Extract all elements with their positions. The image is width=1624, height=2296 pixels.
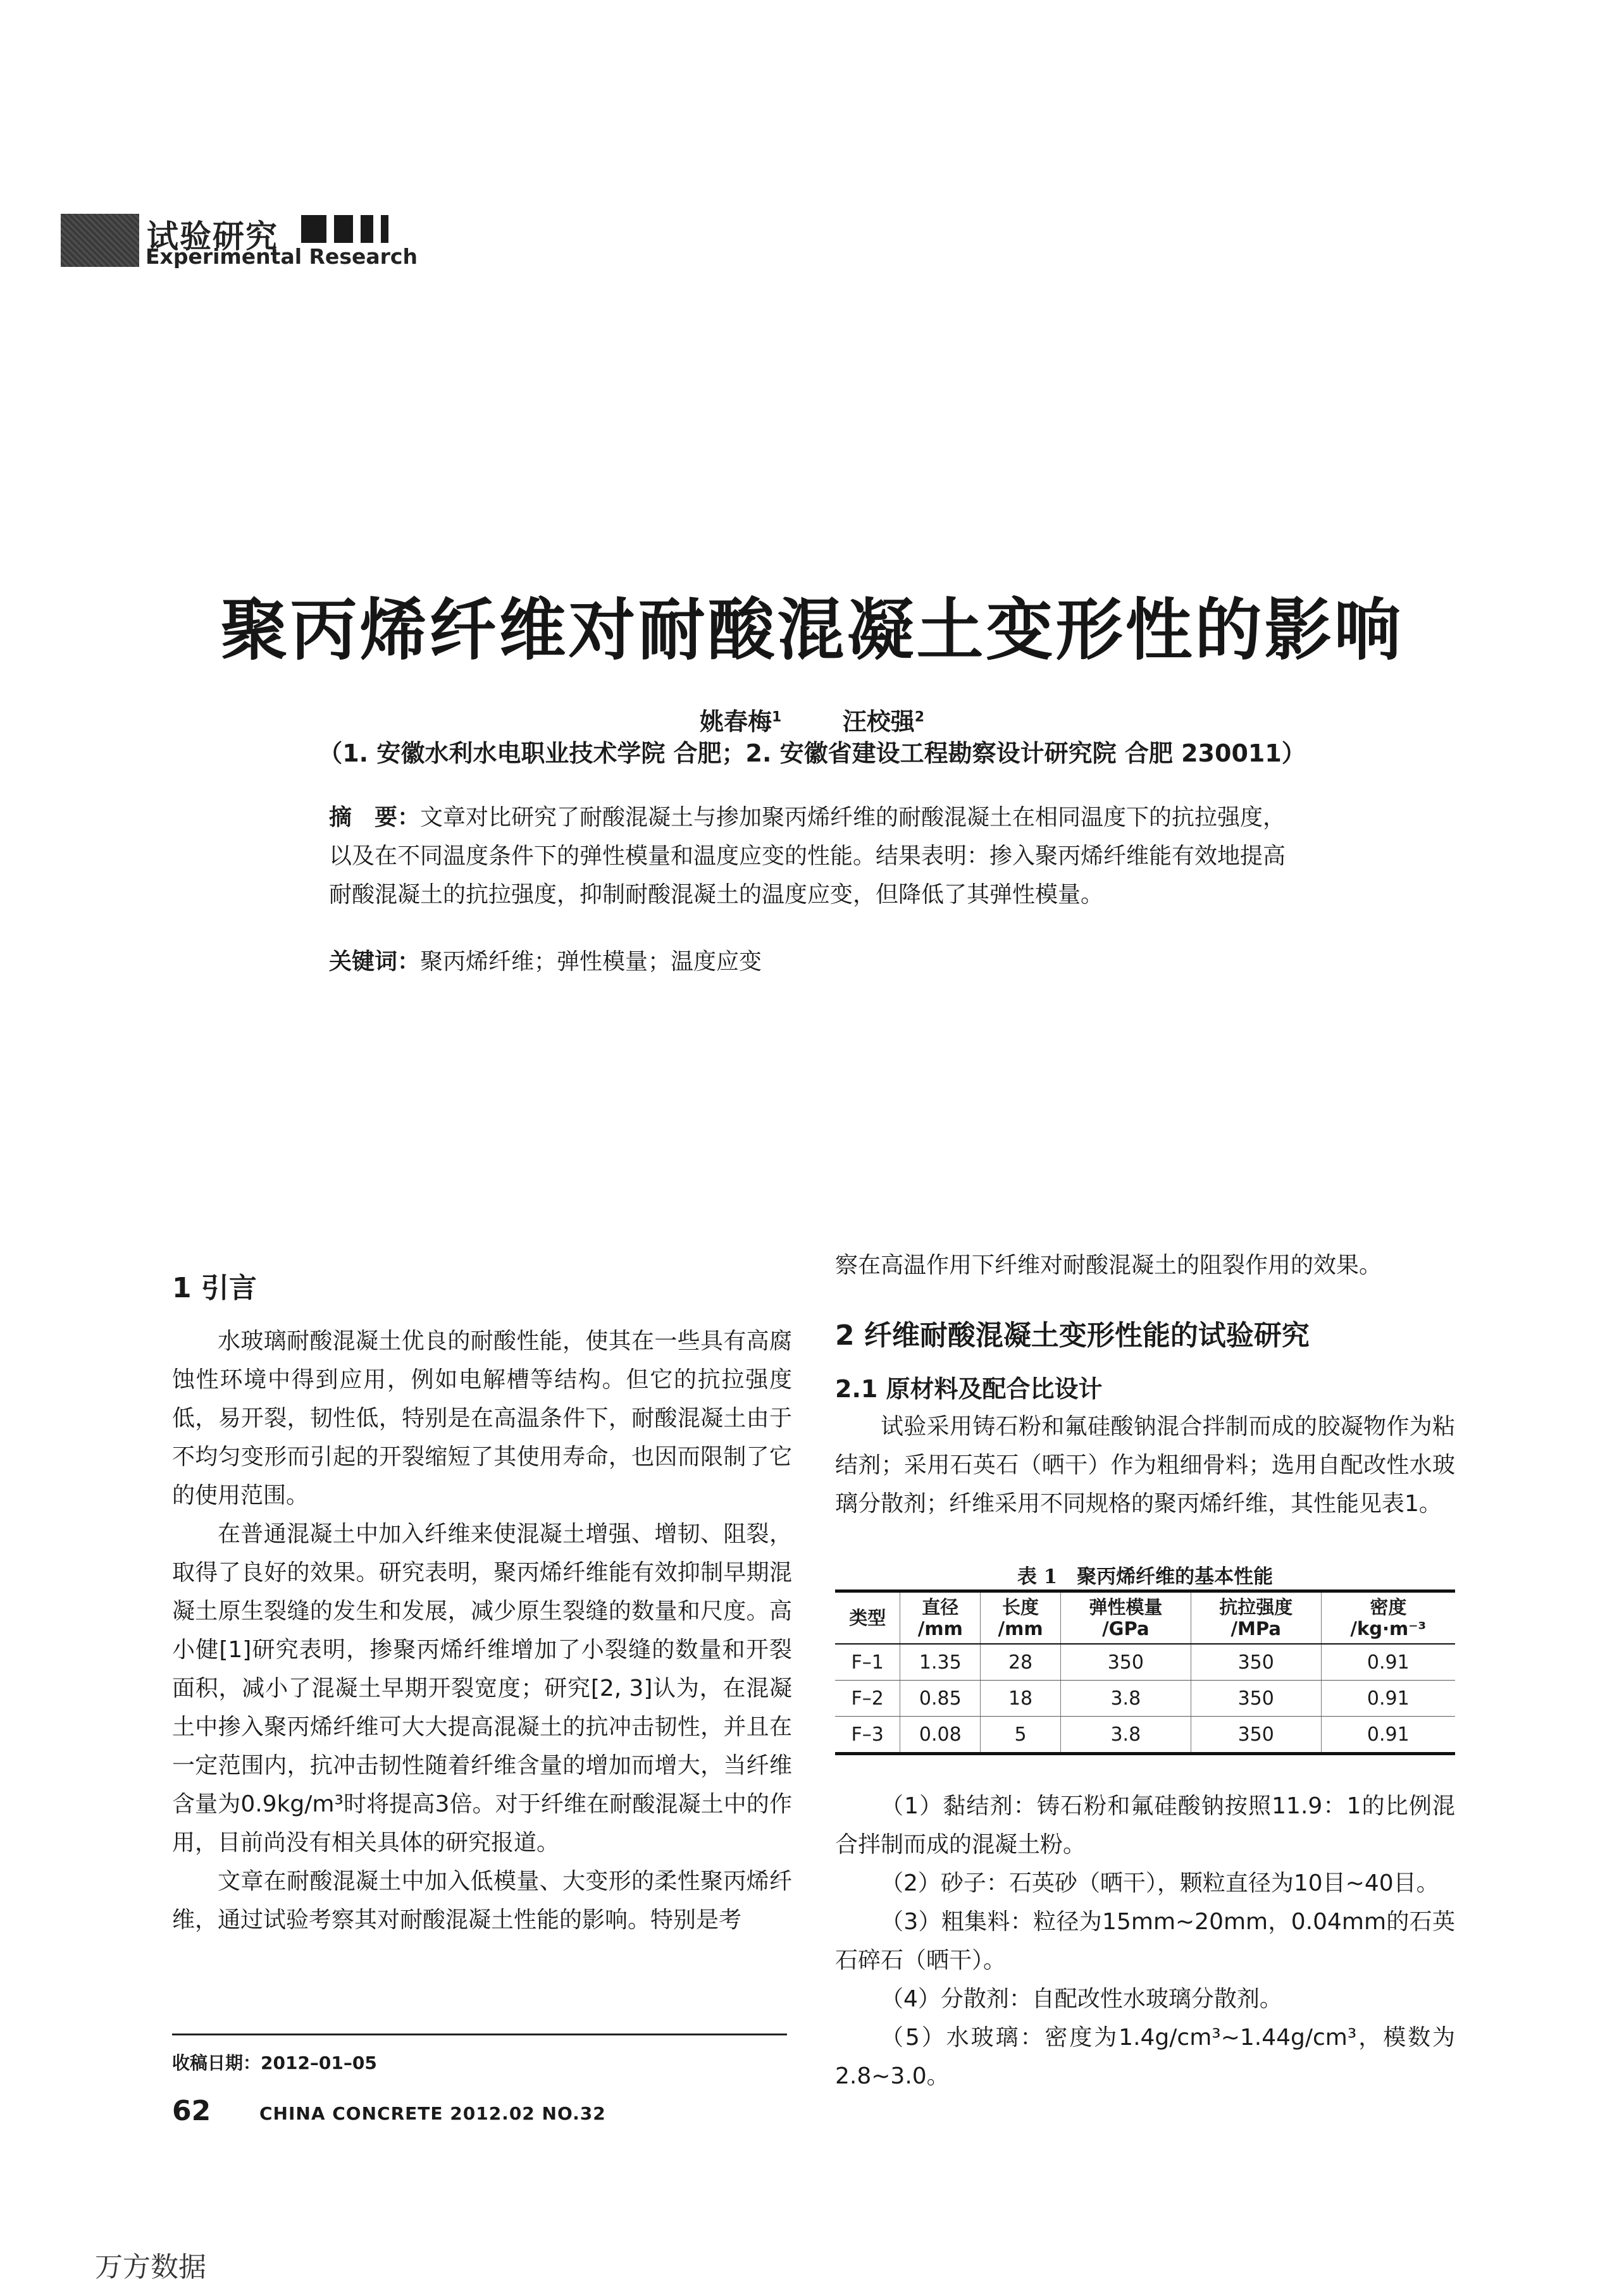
table-header-cell: 抗拉强度 /MPa — [1191, 1591, 1321, 1645]
table-cell: 3.8 — [1060, 1681, 1191, 1717]
author-name: 姚春梅 — [699, 708, 772, 736]
keywords — [329, 942, 1303, 981]
table-header-cell: 类型 — [835, 1591, 900, 1645]
footnote-divider — [172, 2034, 787, 2035]
table-header-cell: 直径 /mm — [900, 1591, 981, 1645]
table-row — [835, 1681, 1455, 1717]
journal-info: CHINA CONCRETE 2012.02 NO.32 — [259, 2103, 606, 2124]
table-row — [835, 1717, 1455, 1754]
fiber-properties-table — [835, 1589, 1455, 1755]
table-cell: 28 — [981, 1644, 1061, 1681]
paper-title: 聚丙烯纤维对耐酸混凝土变形性的影响 — [220, 591, 1404, 669]
table-cell: 0.08 — [900, 1717, 981, 1754]
author-affil-mark: 2 — [914, 709, 925, 725]
table-header-row — [835, 1591, 1455, 1645]
table-cell: 350 — [1191, 1717, 1321, 1754]
table-caption: 表 1 聚丙烯纤维的基本性能 — [1017, 1565, 1274, 1588]
table-header-cell: 弹性模量 /GPa — [1060, 1591, 1191, 1645]
header-logo-block — [61, 214, 139, 267]
table-cell: 1.35 — [900, 1644, 981, 1681]
list-item: （3）粗集料：粒径为15mm~20mm，0.04mm的石英石碎石（晒干）。 — [835, 1909, 1455, 1973]
table-cell: 0.91 — [1321, 1717, 1455, 1754]
list-item: （1）黏结剂：铸石粉和氟硅酸钠按照11.9：1的比例混合拌制而成的混凝土粉。 — [835, 1793, 1455, 1858]
list-item: （5）水玻璃：密度为1.4g/cm³~1.44g/cm³，模数为2.8~3.0。 — [835, 2025, 1455, 2089]
table-cell: F–3 — [835, 1717, 900, 1754]
materials-list — [835, 1787, 1455, 2095]
table-cell: 3.8 — [1060, 1717, 1191, 1754]
table-cell: 350 — [1191, 1644, 1321, 1681]
paragraph: 在普通混凝土中加入纤维来使混凝土增强、增韧、阻裂，取得了良好的效果。研究表明，聚丙烯纤维能有效抑制早期混凝土原生裂缝的发生和发展，减少原生裂缝的数量和尺度。高小健[1]研究表明，掺聚丙烯纤维增加了小裂缝的数量和开裂面积，减小了混凝土早期开裂宽度；研究[2, 3]认为，在混凝土中掺入聚丙烯纤维可大大提高混凝土的抗冲击韧性，并且在一定范围内，抗冲击韧性随着纤维含量的增加而增大，当纤维含量为0.9kg/m³时将提高3倍。对于纤维在耐酸混凝土中的作用，目前尚没有相关具体的研究报道。 — [172, 1521, 792, 1856]
table-header-cell: 密度 /kg·m⁻³ — [1321, 1591, 1455, 1645]
table-header-cell: 长度 /mm — [981, 1591, 1061, 1645]
table-cell: F–2 — [835, 1681, 900, 1717]
table-cell: F–1 — [835, 1644, 900, 1681]
table-cell: 18 — [981, 1681, 1061, 1717]
abstract-label: 摘 要： — [329, 805, 421, 830]
subsection-heading: 2.1 原材料及配合比设计 — [835, 1375, 1103, 1403]
table-cell: 350 — [1191, 1681, 1321, 1717]
paragraph: 水玻璃耐酸混凝土优良的耐酸性能，使其在一些具有高腐蚀性环境中得到应用，例如电解槽等结构。但它的抗拉强度低，易开裂，韧性低，特别是在高温条件下，耐酸混凝土由于不均匀变形而引起的开裂缩短了其使用寿命，也因而限制了它的使用范围。 — [172, 1328, 792, 1509]
paragraph: 文章在耐酸混凝土中加入低模量、大变形的柔性聚丙烯纤维，通过试验考察其对耐酸混凝土性能的影响。特别是考 — [172, 1868, 792, 1933]
table-cell: 0.85 — [900, 1681, 981, 1717]
list-item: （4）分散剂：自配改性水玻璃分散剂。 — [881, 1986, 1282, 2012]
section-label-zh: 试验研究 — [147, 218, 278, 255]
table-row — [835, 1644, 1455, 1681]
paragraph: 察在高温作用下纤维对耐酸混凝土的阻裂作用的效果。 — [835, 1252, 1382, 1278]
author-line — [0, 702, 1624, 737]
materials-intro — [835, 1407, 1455, 1523]
keywords-text: 聚丙烯纤维；弹性模量；温度应变 — [420, 949, 762, 975]
received-date: 收稿日期：2012–01–05 — [172, 2052, 377, 2073]
author-name: 汪校强 — [842, 708, 915, 736]
abstract — [329, 798, 1303, 914]
table-cell: 0.91 — [1321, 1644, 1455, 1681]
table-cell: 0.91 — [1321, 1681, 1455, 1717]
abstract-text: 文章对比研究了耐酸混凝土与掺加聚丙烯纤维的耐酸混凝土在相同温度下的抗拉强度，以及在不同温度条件下的弹性模量和温度应变的性能。结果表明：掺入聚丙烯纤维能有效地提高耐酸混凝土的抗拉强度，抑制耐酸混凝土的温度应变，但降低了其弹性模量。 — [329, 805, 1286, 908]
section-heading: 2 纤维耐酸混凝土变形性能的试验研究 — [835, 1319, 1310, 1352]
table-cell: 350 — [1060, 1644, 1191, 1681]
right-column-continuation — [835, 1246, 1455, 1285]
source-watermark: 万方数据 — [95, 2251, 206, 2283]
page-number: 62 — [172, 2095, 211, 2127]
paragraph: 试验采用铸石粉和氟硅酸钠混合拌制而成的胶凝物作为粘结剂；采用石英石（晒干）作为粗细骨料；选用自配改性水玻璃分散剂；纤维采用不同规格的聚丙烯纤维，其性能见表1。 — [835, 1414, 1455, 1517]
author-affil-mark: 1 — [771, 709, 782, 725]
table-cell: 5 — [981, 1717, 1061, 1754]
list-item: （2）砂子：石英砂（晒干），颗粒直径为10目~40目。 — [881, 1870, 1439, 1896]
left-column — [172, 1322, 792, 1939]
section-heading: 1 引言 — [172, 1272, 257, 1304]
keywords-label: 关键词： — [329, 949, 421, 975]
section-label-en: Experimental Research — [146, 244, 418, 269]
affiliations: （1. 安徽水利水电职业技术学院 合肥；2. 安徽省建设工程勘察设计研究院 合肥 230011） — [318, 739, 1306, 767]
header-bars-icon — [301, 215, 388, 243]
